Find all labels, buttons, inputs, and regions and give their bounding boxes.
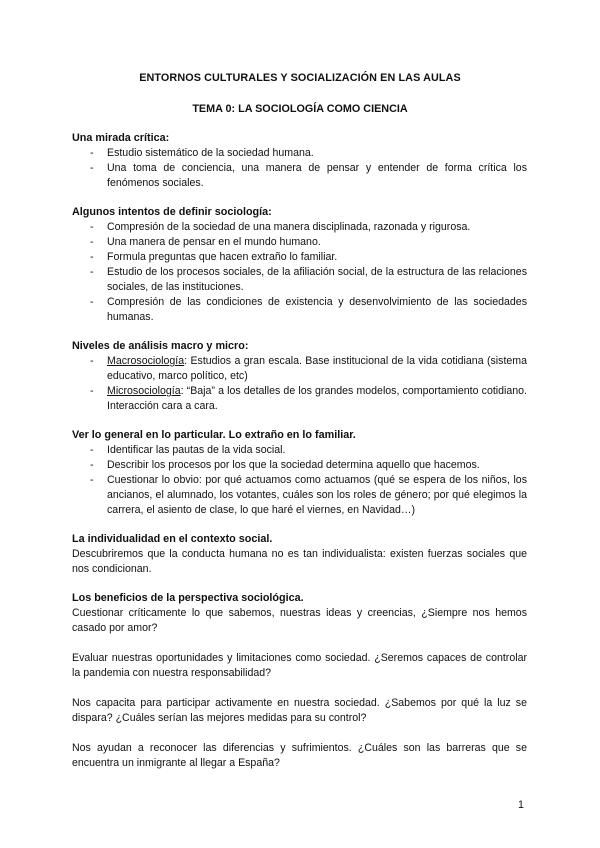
list-item-text: Estudio sistemático de la sociedad humana.	[107, 147, 314, 159]
bullet-list	[72, 220, 527, 325]
paragraph: Evaluar nuestras oportunidades y limitaciones como sociedad. ¿Seremos capaces de controlar la pandemia con nuestra responsabilidad?	[72, 652, 527, 679]
list-item: - Cuestionar lo obvio: por qué actuamos como actuamos (qué se espera de los niños, los ancianos, el alumnado, los votantes, cuáles son los roles de género; por qué elegimos la carrera, el asiento de clase, lo que haré el viernes, en Navidad…)	[90, 474, 527, 516]
list-item-text: Cuestionar lo obvio: por qué actuamos como actuamos (qué se espera de los niños, los ancianos, el alumnado, los votantes, cuáles son los roles de género; por qué elegimos la carrera, el asiento de clase, lo que haré el viernes, en Navidad…)	[107, 474, 527, 516]
list-item: - Identificar las pautas de la vida social.	[90, 444, 286, 456]
section-heading: Niveles de análisis macro y micro:	[72, 340, 249, 352]
section-heading: La individualidad en el contexto social.	[72, 533, 273, 545]
paragraph: Nos ayudan a reconocer las diferencias y sufrimientos. ¿Cuáles son las barreras que se encuentra un inmigrante al llegar a España?	[72, 742, 527, 769]
list-item: - Una manera de pensar en el mundo humano.	[90, 236, 321, 248]
list-item-text: Compresión de la sociedad de una manera disciplinada, razonada y rigurosa.	[107, 221, 471, 233]
section-beneficios	[72, 591, 527, 771]
list-item-text: Compresión de las condiciones de existencia y desenvolvimiento de las sociedades humanas.	[107, 296, 527, 323]
list-item: - Compresión de las condiciones de existencia y desenvolvimiento de las sociedades humanas.	[90, 296, 527, 323]
section-heading: Los beneficios de la perspectiva sociológica.	[72, 592, 304, 604]
list-item-text: Estudio de los procesos sociales, de la afiliación social, de la estructura de las relaciones sociales, de las instituciones.	[107, 266, 527, 293]
paragraph: Descubriremos que la conducta humana no es tan individualista: existen fuerzas sociales que nos condicionan.	[72, 548, 527, 575]
list-item: - Compresión de la sociedad de una manera disciplinada, razonada y rigurosa.	[90, 221, 471, 233]
section-mirada-critica	[72, 131, 527, 191]
section-heading: Ver lo general en lo particular. Lo extraño en lo familiar.	[72, 429, 356, 441]
list-item-text: Describir los procesos por los que la sociedad determina aquello que hacemos.	[107, 459, 480, 471]
list-item: - Describir los procesos por los que la sociedad determina aquello que hacemos.	[90, 459, 480, 471]
bullet-list	[72, 354, 527, 414]
document-subtitle: TEMA 0: LA SOCIOLOGÍA COMO CIENCIA	[192, 103, 408, 115]
list-item: - Microsociología: “Baja” a los detalles de los grandes modelos, comportamiento cotidiano. Interacción cara a cara.	[90, 385, 527, 412]
term-macrosociologia: Macrosociología	[107, 355, 185, 367]
section-individualidad	[72, 532, 527, 577]
bullet-list	[72, 146, 527, 191]
list-item-text: : Estudios a gran escala. Base institucional de la vida cotidiana (sistema educativo, marco político, etc)	[107, 355, 527, 382]
list-item: - Estudio de los procesos sociales, de la afiliación social, de la estructura de las relaciones sociales, de las instituciones.	[90, 266, 527, 293]
list-item: - Macrosociología: Estudios a gran escala. Base institucional de la vida cotidiana (sistema educativo, marco político, etc)	[90, 355, 527, 382]
document-body	[72, 131, 527, 785]
term-microsociologia: Microsociología	[107, 385, 181, 397]
list-item: - Formula preguntas que hacen extraño lo familiar.	[90, 251, 338, 263]
page-number: 1	[518, 799, 524, 811]
list-item-text: Formula preguntas que hacen extraño lo familiar.	[107, 251, 338, 263]
section-heading: Una mirada crítica:	[72, 132, 170, 144]
section-definir-sociologia	[72, 205, 527, 325]
list-item: - Una toma de conciencia, una manera de pensar y entender de forma crítica los fenómenos sociales.	[90, 162, 527, 189]
section-niveles-analisis	[72, 339, 527, 414]
list-item-text: : “Baja” a los detalles de los grandes modelos, comportamiento cotidiano. Interacción cara a cara.	[107, 385, 527, 412]
bullet-list	[72, 443, 527, 518]
list-item-text: Una manera de pensar en el mundo humano.	[107, 236, 321, 248]
paragraph: Nos capacita para participar activamente en nuestra sociedad. ¿Sabemos por qué la luz se dispara? ¿Cuáles serían las mejores medidas para su control?	[72, 697, 527, 724]
section-heading: Algunos intentos de definir sociología:	[72, 206, 272, 218]
list-item-text: Una toma de conciencia, una manera de pensar y entender de forma crítica los fenómenos sociales.	[107, 162, 527, 189]
section-general-particular	[72, 428, 527, 518]
document-title: ENTORNOS CULTURALES Y SOCIALIZACIÓN EN LAS AULAS	[139, 72, 461, 84]
list-item-text: Identificar las pautas de la vida social.	[107, 444, 286, 456]
list-item: - Estudio sistemático de la sociedad humana.	[90, 147, 314, 159]
paragraph: Cuestionar críticamente lo que sabemos, nuestras ideas y creencias, ¿Siempre nos hemos casado por amor?	[72, 607, 527, 634]
